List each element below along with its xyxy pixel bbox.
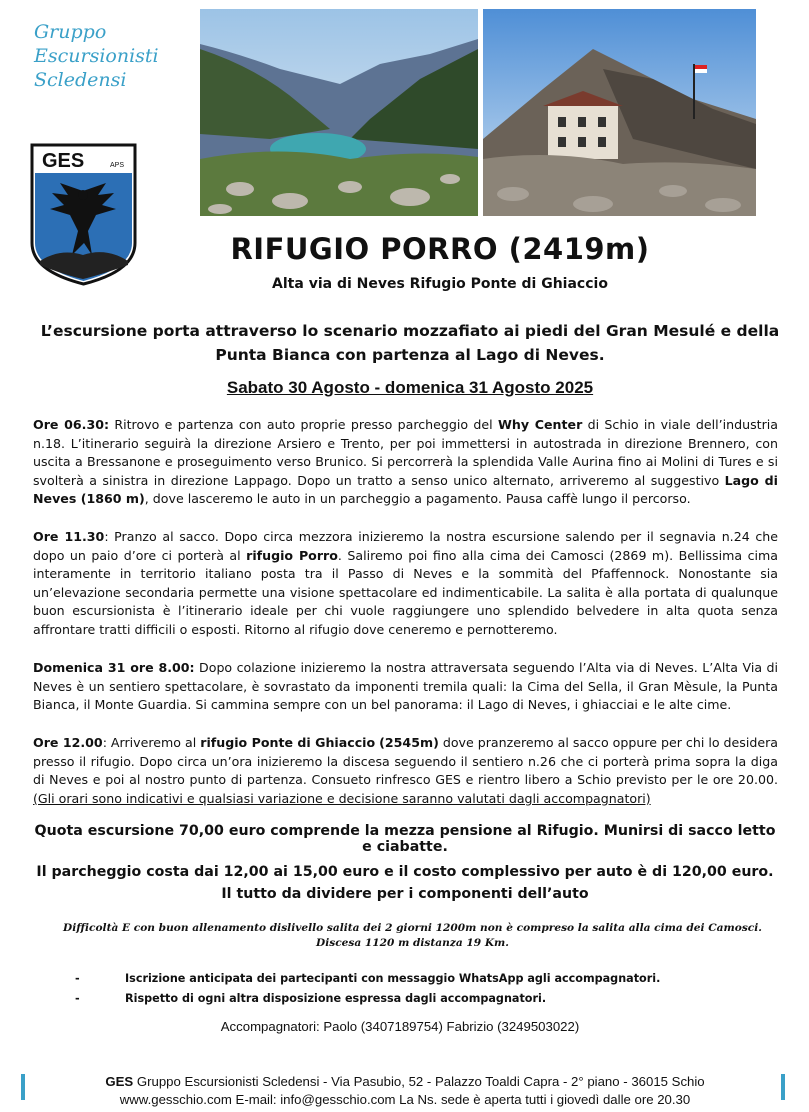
rules-list bbox=[75, 968, 775, 1008]
lake-landscape-photo bbox=[200, 9, 478, 216]
paragraph-highlight: (2545m) bbox=[379, 735, 439, 750]
paragraph-text: . Saliremo poi fino alla cima dei Camosci (2869 m). Bellissima cima interamente in territorio italiano posta tra il Passo di Neves e la sommità del Pfaffennock. Nonostante sia un’elevazione secondaria permette una visione spettacolare ed indimenticabile. La salita è alla portata di qualunque buon escursionista è l’itinerario ideale per chi vuole raggiungere uno splendido belvedere in alta quota senza affrontare tratti difficili o esposti. Ritorno al rifugio dove ceneremo e pernotteremo. bbox=[33, 547, 778, 637]
paragraph-highlight: rifugio Ponte di Ghiaccio bbox=[200, 735, 376, 750]
time-label: Ore 11.30 bbox=[33, 529, 105, 544]
logo-text: GES bbox=[42, 150, 85, 172]
footer-accent-bar bbox=[781, 1074, 785, 1100]
mountain-hut-photo bbox=[483, 9, 756, 216]
parking-info: Il parcheggio costa dai 12,00 ai 15,00 euro e il costo complessivo per auto è di 120,00 euro. Il tutto da dividere per i componenti dell’auto bbox=[36, 864, 774, 902]
time-label: Ore 12.00 bbox=[33, 735, 103, 750]
itinerary-paragraph bbox=[33, 659, 778, 715]
list-item-text: Rispetto di ogni altra disposizione espressa dagli accompagnatori. bbox=[125, 991, 547, 1005]
club-name-line: Scledensi bbox=[34, 69, 127, 91]
ges-logo bbox=[30, 143, 137, 286]
club-name bbox=[34, 20, 159, 92]
disclaimer-text: (Gli orari sono indicativi e qualsiasi variazione e decisione saranno valutati dagli accompagnatori) bbox=[33, 790, 651, 806]
paragraph-highlight: Lago di Neves (1860 m) bbox=[33, 472, 778, 507]
footer-org: GES bbox=[105, 1074, 134, 1089]
paragraph-text: dove pranzeremo al sacco oppure per chi lo desidera presso il rifugio. Dopo circa un’ora inizieremo la discesa seguendo il sentiero n.26 che ci porterà prima sopra la diga di Neves e poi al nostro punto di partenza. Consueto rinfresco GES e rientro libero a Schio previsto per le ore 20.00. bbox=[33, 735, 778, 788]
footer bbox=[60, 1073, 750, 1109]
list-item bbox=[75, 968, 775, 988]
intro-text: L’escursione porta attraverso lo scenario mozzafiato ai piedi del Gran Mesulé e della Punta Bianca con partenza al Lago di Neves. bbox=[40, 322, 780, 364]
footer-accent-bar bbox=[21, 1074, 25, 1100]
paragraph-highlight: Why Center bbox=[498, 417, 583, 432]
logo-suffix: APS bbox=[110, 162, 125, 169]
itinerary-paragraph bbox=[33, 416, 778, 509]
club-name-line: Gruppo bbox=[34, 21, 107, 43]
time-label: Domenica 31 ore 8.00: bbox=[33, 660, 195, 675]
page-title: RIFUGIO PORRO (2419m) bbox=[230, 232, 650, 266]
club-name-line: Escursionisti bbox=[34, 45, 159, 67]
time-label: Ore 06.30: bbox=[33, 417, 110, 432]
footer-address-text: Gruppo Escursionisti Scledensi - Via Pasubio, 52 - Palazzo Toaldi Capra - 2° piano - 36015 Schio bbox=[133, 1074, 705, 1089]
paragraph-text: Dopo colazione inizieremo la nostra attraversata seguendo l’Alta via di Neves. L’Alta Via di Neves è un sentiero spettacolare, è sovrastato da imponenti tremila quali: la Cima del Sella, il Gran Mèsule, la Punta Bianca, il Monte Guardia. Si cammina sempre con un bel panorama: il Lago di Neves, i ghiacciai e le alte cime. bbox=[33, 660, 778, 713]
event-dates: Sabato 30 Agosto - domenica 31 Agosto 2025 bbox=[226, 378, 594, 397]
paragraph-text: : Arriveremo al bbox=[102, 735, 201, 750]
list-item-text: Iscrizione anticipata dei partecipanti con messaggio WhatsApp agli accompagnatori. bbox=[125, 971, 661, 985]
bullet-marker: - bbox=[75, 971, 80, 985]
page-subtitle: Alta via di Neves Rifugio Ponte di Ghiaccio bbox=[272, 276, 608, 292]
footer-contacts: www.gesschio.com E-mail: info@gesschio.com La Ns. sede è aperta tutti i giovedì dalle ore 20.30 bbox=[119, 1092, 691, 1107]
itinerary-paragraph bbox=[33, 528, 778, 640]
paragraph-text: , dove lasceremo le auto in un parcheggio a pagamento. Pausa caffè lungo il percorso. bbox=[144, 491, 691, 507]
difficulty-info: Difficoltà E con buon allenamento dislivello salita dei 2 giorni 1200m non è compreso la salita alla cima dei Camosci. Discesa 1120 m distanza 19 Km. bbox=[63, 922, 762, 949]
paragraph-text: Ritrovo e partenza con auto proprie presso parcheggio del bbox=[109, 417, 498, 432]
bullet-marker: - bbox=[75, 991, 80, 1005]
itinerary-paragraph bbox=[33, 734, 778, 808]
footer-address bbox=[60, 1073, 750, 1091]
cost-info: Quota escursione 70,00 euro comprende la mezza pensione al Rifugio. Munirsi di sacco letto e ciabatte. bbox=[34, 823, 776, 855]
paragraph-highlight: rifugio Porro bbox=[246, 547, 338, 563]
paragraph-text: di Schio in viale dell’industria n.18. L’itinerario seguirà la direzione Arsiero e Trento, per poi immettersi in autostrada in direzione Brennero, con uscita a Bressanone e proseguimento verso Brunico. Si percorrerà la splendida Valle Aurina fino ai Molini di Tures e si svolterà a sinistra in direzione Lappago. Dopo un tratto a senso unico alternato, arriveremo al suggestivo bbox=[33, 417, 778, 488]
list-item bbox=[75, 988, 775, 1008]
paragraph-text: : Pranzo al sacco. Dopo circa mezzora inizieremo la nostra escursione salendo per il segnavia n.24 che dopo un paio d’ore ci porterà al bbox=[33, 529, 778, 563]
guides-contacts: Accompagnatori: Paolo (3407189754) Fabrizio (3249503022) bbox=[220, 1019, 580, 1034]
